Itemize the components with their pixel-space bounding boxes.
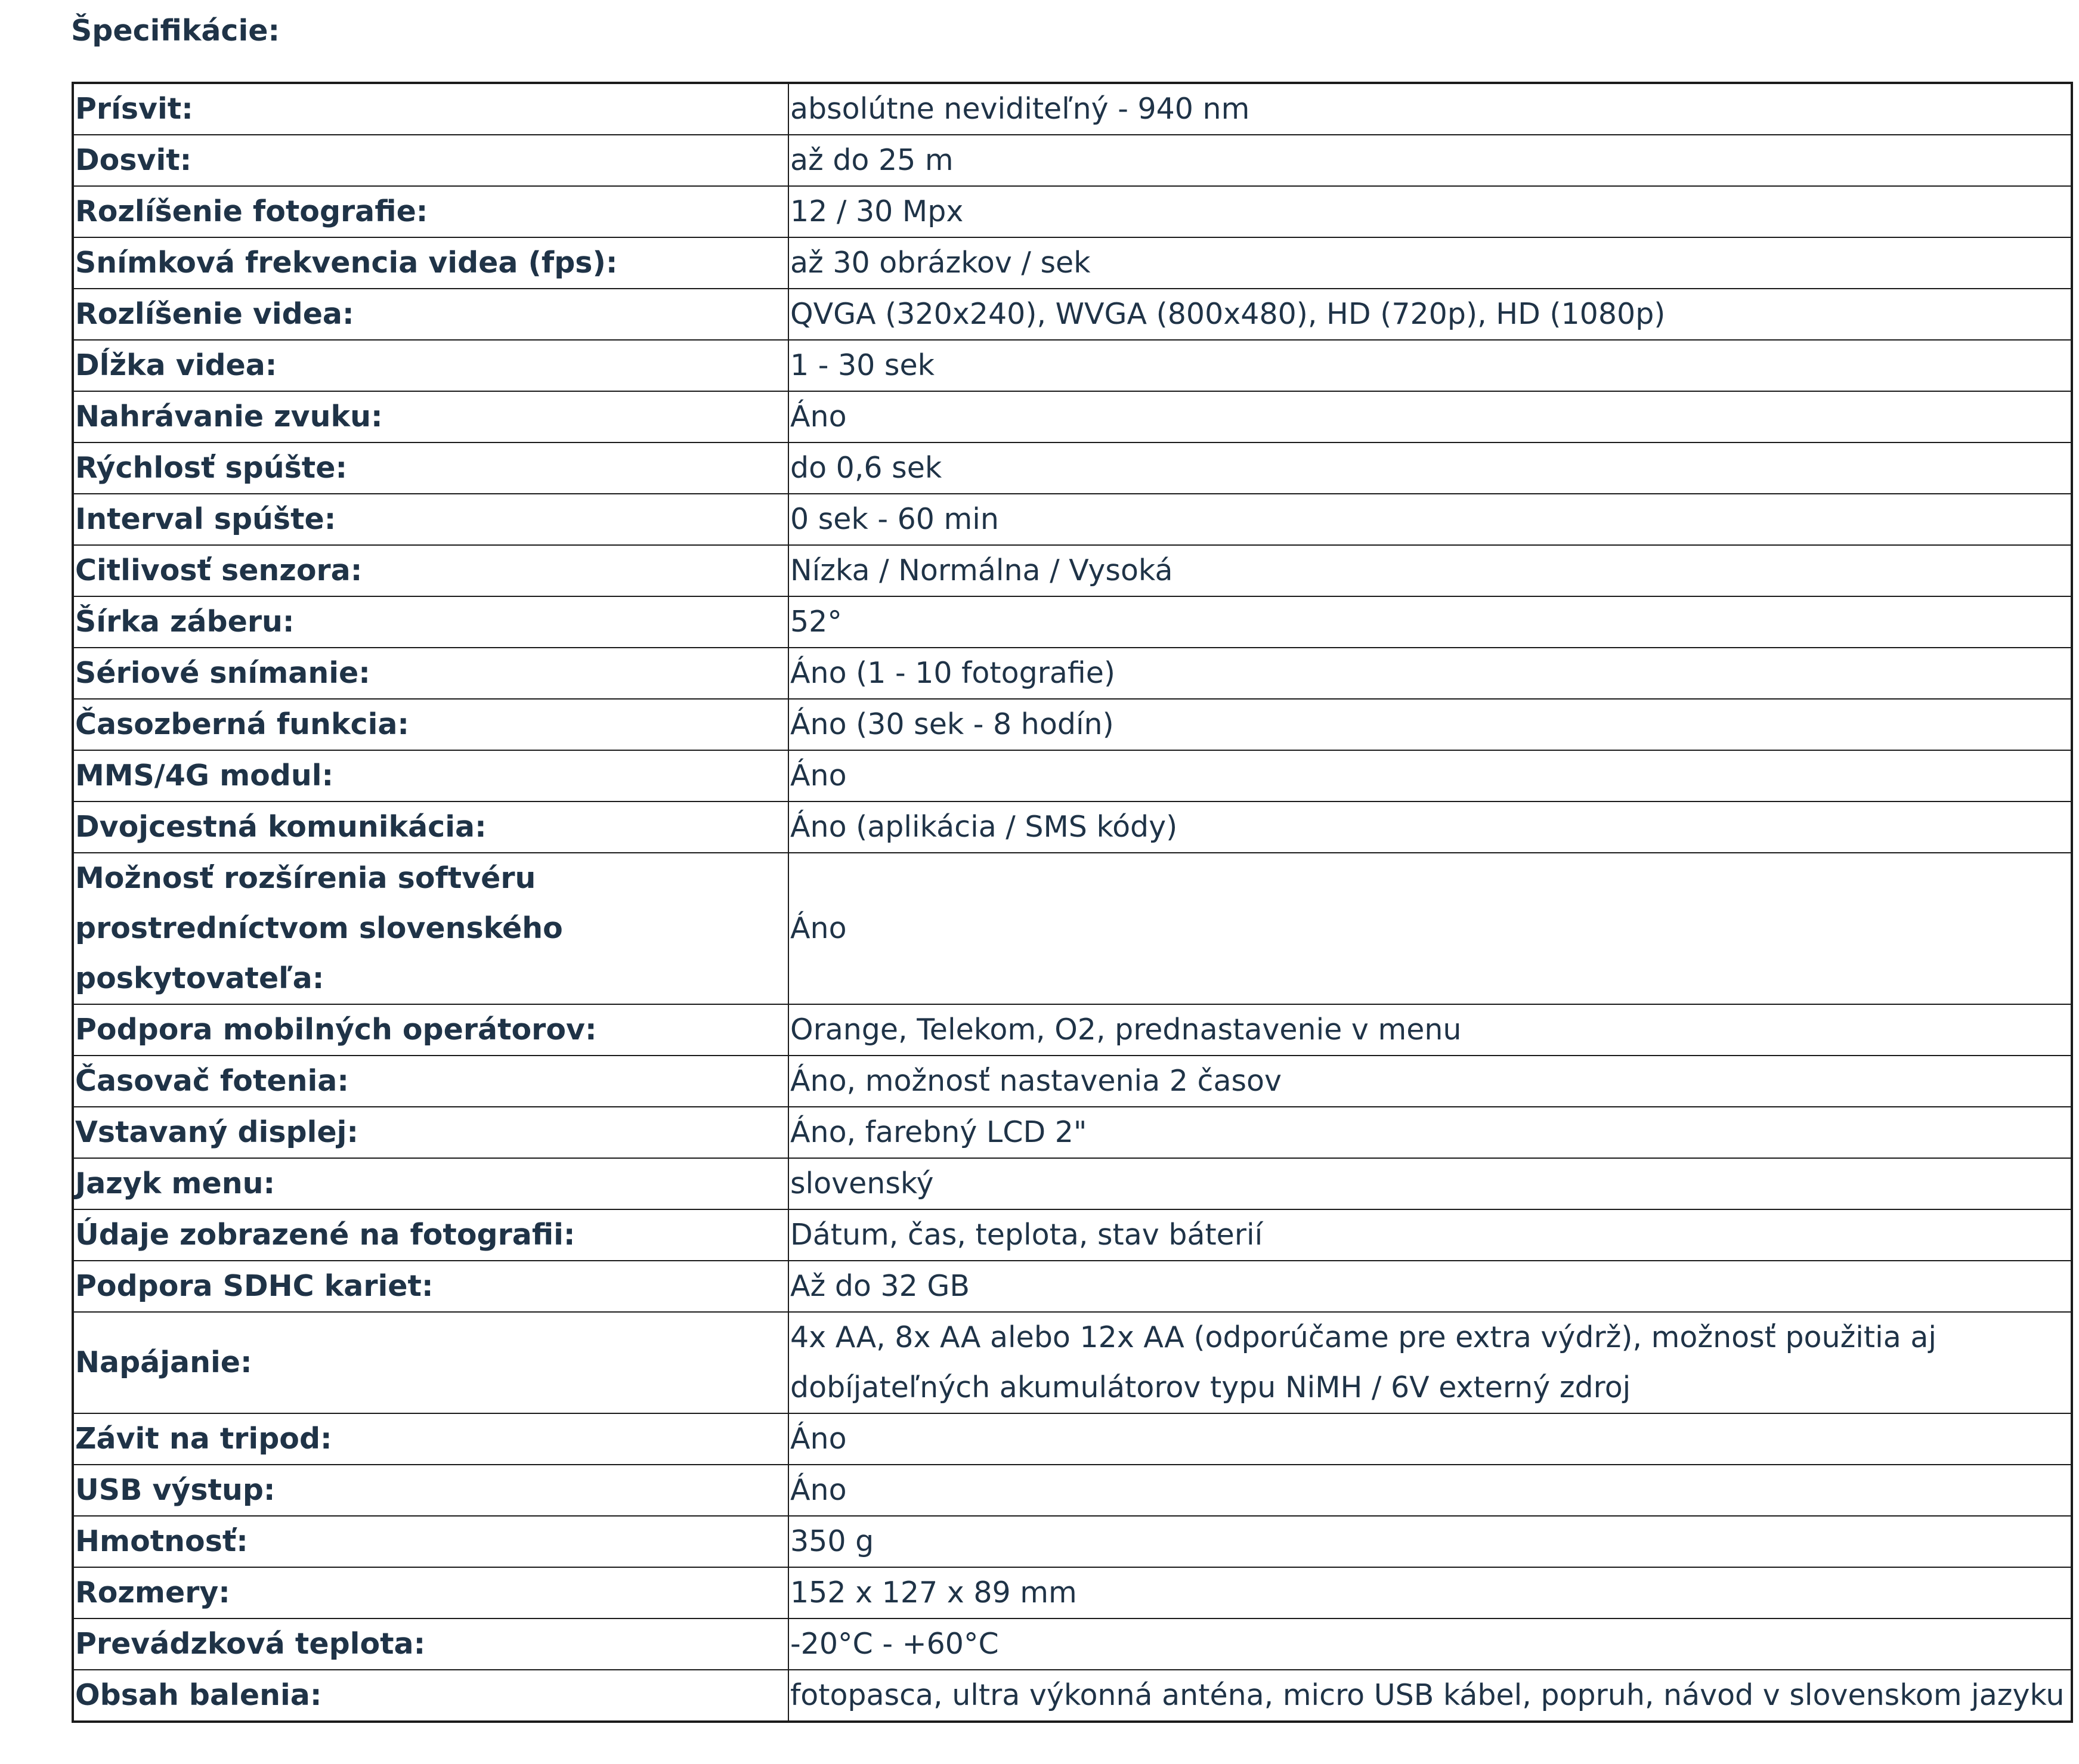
table-row [73,494,2072,545]
spec-value: Áno, možnosť nastavenia 2 časov [788,1056,2072,1107]
spec-value: Až do 32 GB [788,1261,2072,1312]
spec-label: Časovač fotenia: [73,1056,788,1107]
spec-value: 12 / 30 Mpx [788,186,2072,237]
spec-label: Vstavaný displej: [73,1107,788,1158]
table-row [73,750,2072,801]
specs-heading: Špecifikácie: [71,14,280,48]
table-row [73,135,2072,186]
spec-value: Áno (aplikácia / SMS kódy) [788,801,2072,853]
table-row [73,391,2072,442]
table-row [73,648,2072,699]
spec-value: Áno [788,853,2072,1004]
table-row [73,1312,2072,1413]
table-row [73,340,2072,391]
spec-value: Áno (1 - 10 fotografie) [788,648,2072,699]
table-row [73,1516,2072,1567]
table-row [73,596,2072,648]
spec-value: fotopasca, ultra výkonná anténa, micro USB kábel, popruh, návod v slovenskom jazyku [788,1670,2072,1722]
spec-value: 52° [788,596,2072,648]
table-row [73,1004,2072,1056]
spec-label: Časozberná funkcia: [73,699,788,750]
spec-label: Prevádzková teplota: [73,1618,788,1670]
table-row [73,1670,2072,1722]
spec-label: Hmotnosť: [73,1516,788,1567]
spec-label: Údaje zobrazené na fotografii: [73,1209,788,1261]
spec-value: QVGA (320x240), WVGA (800x480), HD (720p), HD (1080p) [788,289,2072,340]
table-row [73,237,2072,289]
spec-label: Dĺžka videa: [73,340,788,391]
spec-value: -20°C - +60°C [788,1618,2072,1670]
table-row [73,1618,2072,1670]
spec-value: absolútne neviditeľný - 940 nm [788,83,2072,135]
spec-value: Orange, Telekom, O2, prednastavenie v menu [788,1004,2072,1056]
spec-label: Rozmery: [73,1567,788,1618]
spec-value: Dátum, čas, teplota, stav báterií [788,1209,2072,1261]
spec-label: USB výstup: [73,1465,788,1516]
specs-table-body [73,83,2072,1722]
spec-label: Rozlíšenie fotografie: [73,186,788,237]
spec-label: Dvojcestná komunikácia: [73,801,788,853]
table-row [73,801,2072,853]
spec-label: Dosvit: [73,135,788,186]
spec-label: Sériové snímanie: [73,648,788,699]
spec-label: Snímková frekvencia videa (fps): [73,237,788,289]
spec-label: Obsah balenia: [73,1670,788,1722]
table-row [73,83,2072,135]
spec-value: 350 g [788,1516,2072,1567]
spec-value: 152 x 127 x 89 mm [788,1567,2072,1618]
specs-table [72,82,2073,1723]
table-row [73,186,2072,237]
spec-value: 0 sek - 60 min [788,494,2072,545]
table-row [73,442,2072,494]
spec-value: až do 25 m [788,135,2072,186]
spec-label: Podpora mobilných operátorov: [73,1004,788,1056]
spec-label: Závit na tripod: [73,1413,788,1465]
table-row [73,1158,2072,1209]
table-row [73,1413,2072,1465]
spec-value: Áno, farebný LCD 2" [788,1107,2072,1158]
spec-label: Možnosť rozšírenia softvéru prostredníctvom slovenského poskytovateľa: [73,853,788,1004]
table-row [73,853,2072,1004]
spec-label: Interval spúšte: [73,494,788,545]
spec-label: Jazyk menu: [73,1158,788,1209]
spec-label: Podpora SDHC kariet: [73,1261,788,1312]
spec-value: až 30 obrázkov / sek [788,237,2072,289]
spec-value: Áno [788,1413,2072,1465]
spec-value: Áno [788,391,2072,442]
spec-value: Áno (30 sek - 8 hodín) [788,699,2072,750]
table-row [73,1056,2072,1107]
table-row [73,1261,2072,1312]
spec-label: Šírka záberu: [73,596,788,648]
spec-label: Rozlíšenie videa: [73,289,788,340]
spec-label: MMS/4G modul: [73,750,788,801]
spec-value: Áno [788,1465,2072,1516]
spec-value: 4x AA, 8x AA alebo 12x AA (odporúčame pre extra výdrž), možnosť použitia aj dobíjateľných akumulátorov typu NiMH / 6V externý zdroj [788,1312,2072,1413]
spec-value: Nízka / Normálna / Vysoká [788,545,2072,596]
spec-label: Napájanie: [73,1312,788,1413]
table-row [73,1567,2072,1618]
spec-value: slovenský [788,1158,2072,1209]
spec-label: Prísvit: [73,83,788,135]
table-row [73,1209,2072,1261]
spec-value: do 0,6 sek [788,442,2072,494]
spec-label: Citlivosť senzora: [73,545,788,596]
spec-label: Nahrávanie zvuku: [73,391,788,442]
table-row [73,545,2072,596]
table-row [73,1465,2072,1516]
table-row [73,1107,2072,1158]
table-row [73,699,2072,750]
spec-value: Áno [788,750,2072,801]
table-row [73,289,2072,340]
spec-value: 1 - 30 sek [788,340,2072,391]
spec-label: Rýchlosť spúšte: [73,442,788,494]
